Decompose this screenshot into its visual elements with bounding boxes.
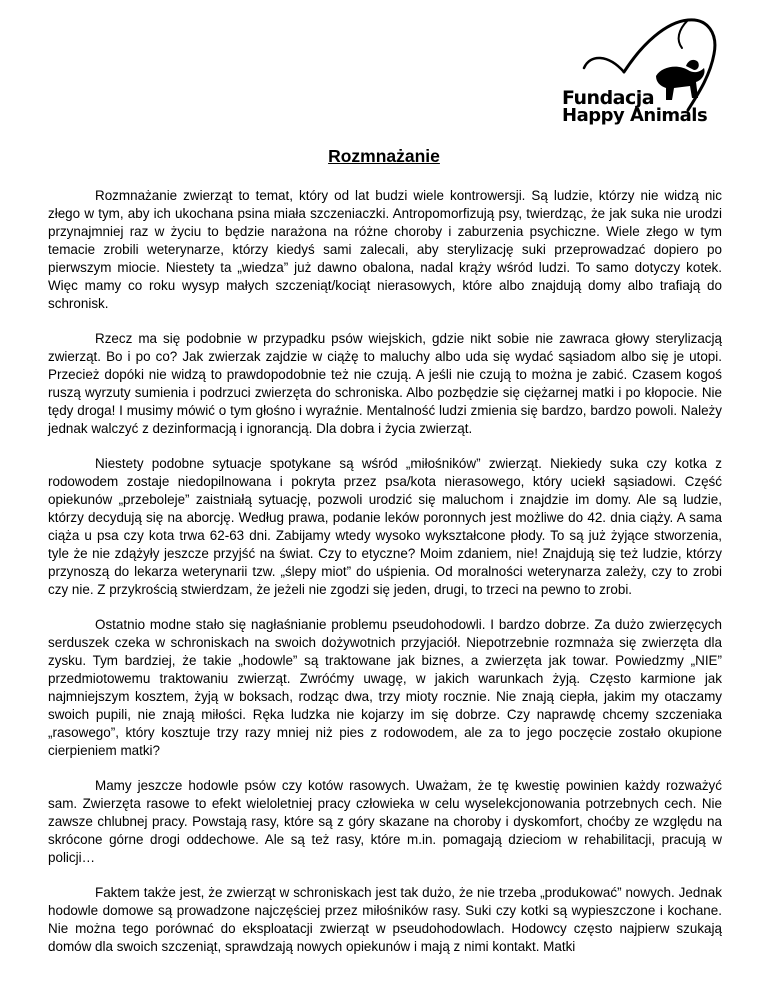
page-title: Rozmnażanie xyxy=(328,146,440,166)
paragraph: Mamy jeszcze hodowle psów czy kotów rasowych. Uważam, że tę kwestię powinien każdy rozważyć sam. Zwierzęta rasowe to efekt wieloletniej pracy człowieka w celu wyselekcjonowania potrzebnych cech. Nie zawsze chlubnej pracy. Powstają rasy, które są z góry skazane na choroby i dyskomfort, choćby ze względu na skrócone górne drogi oddechowe. Ale są też rasy, które m.in. pomagają dzieciom w rehabilitacji, pracują w policji… xyxy=(48,778,722,865)
logo-line-2: Happy Animals xyxy=(562,105,708,126)
paragraph: Faktem także jest, że zwierząt w schroniskach jest tak dużo, że nie trzeba „produkować” nowych. Jednak hodowle domowe są prowadzone najczęściej przez miłośników rasy. Suki czy kotki są wypieszczone i kochane. Nie można tego porównać do eksploatacji zwierząt w pseudohodowlach. Hodowcy często najpierw szukają domów dla swoich szczeniąt, sprawdzają nowych opiekunów i mają z nimi kontakt. Matki xyxy=(48,885,722,954)
paragraph: Rozmnażanie zwierząt to temat, który od lat budzi wiele kontrowersji. Są ludzie, którzy nie widzą nic złego w tym, aby ich ukochana psina miała szczeniaczki. Antropomorfizują psy, twierdząc, że jak suka nie urodzi przynajmniej raz w życiu to będzie narażona na różne choroby i zaburzenia psychiczne. Wiele złego w tym temacie zrobili weterynarze, którzy kiedyś sami zalecali, aby sterylizację suki przeprowadzać dopiero po pierwszym miocie. Niestety ta „wiedza” już dawno obalona, nadal krąży wśród ludzi. To samo dotyczy kotek. Więc mamy co roku wysyp małych szczeniąt/kociąt nierasowych, które albo znajdują domy albo trafiają do schronisk. xyxy=(48,188,722,311)
foundation-logo xyxy=(538,14,720,126)
paragraph: Rzecz ma się podobnie w przypadku psów wiejskich, gdzie nikt sobie nie zawraca głowy sterylizacją zwierząt. Bo i po co? Jak zwierzak zajdzie w ciążę to maluchy albo uda się wydać sąsiadom albo się je utopi. Przecież dopóki nie widzą to prawdopodobnie też nie czują. A jeśli nie czują to można je zabić. Czasem kogoś ruszą wyrzuty sumienia i podrzuci zwierzęta do schroniska. Albo pozbędzie się ciężarnej matki i po kłopocie. Nie tędy droga! I musimy mówić o tym głośno i wyraźnie. Mentalność ludzi zmienia się bardzo, bardzo powoli. Należy jednak walczyć z dezinformacją i ignorancją. Dla dobra i życia zwierząt. xyxy=(48,331,722,436)
logo-line-1: Fundacja xyxy=(562,87,655,109)
document-body xyxy=(48,187,722,973)
paragraph: Ostatnio modne stało się nagłaśnianie problemu pseudohodowli. I bardzo dobrze. Za dużo zwierzęcych serduszek czeka w schroniskach na swoich dożywotnich przyjaciół. Niepotrzebnie rozmnaża się zwierzęta dla zysku. Tym bardziej, że takie „hodowle” są traktowane jak biznes, a zwierzęta jak towar. Powiedzmy „NIE” przedmiotowemu traktowaniu zwierząt. Zwróćmy uwagę, w jakich warunkach żyją. Często karmione jak najmniejszym kosztem, żyją w boksach, rodząc dwa, trzy mioty rocznie. Nie znają ciepła, jakim my otaczamy swoich pupili, nie znają miłości. Ręka ludzka nie kojarzy im się dobrze. Czy naprawdę chcemy szczeniaka „rasowego”, który kosztuje trzy razy mniej niż pies z rodowodem, ale za to jego poczęcie zostało okupione cierpieniem matki? xyxy=(48,617,722,758)
paragraph: Niestety podobne sytuacje spotykane są wśród „miłośników” zwierząt. Niekiedy suka czy kotka z rodowodem zostaje niedopilnowana i pokryta przez psa/kota nierasowego, który uciekł sąsiadowi. Część opiekunów „przeboleje” zaistniałą sytuację, pozwoli urodzić się maluchom i znajdzie im domy. Ale są ludzie, którzy decydują się na aborcję. Według prawa, podanie leków poronnych jest możliwe do 42. dnia ciąży. A sama ciąża u psa czy kota trwa 62-63 dni. Zabijamy wtedy wysoko wykształcone płody. To są już żyjące stworzenia, tyle że nie zdążyły jeszcze przyjść na świat. Czy to etyczne? Moim zdaniem, nie! Znajdują się też ludzie, którzy przynoszą do lekarza weterynarii tzw. „ślepy miot” do uśpienia. Od moralności weterynarza zależy, czy to zrobi czy nie. Z przykrością stwierdzam, że jeżeli nie zgodzi się jeden, drugi, to trzeci na pewno to zrobi. xyxy=(48,456,722,597)
